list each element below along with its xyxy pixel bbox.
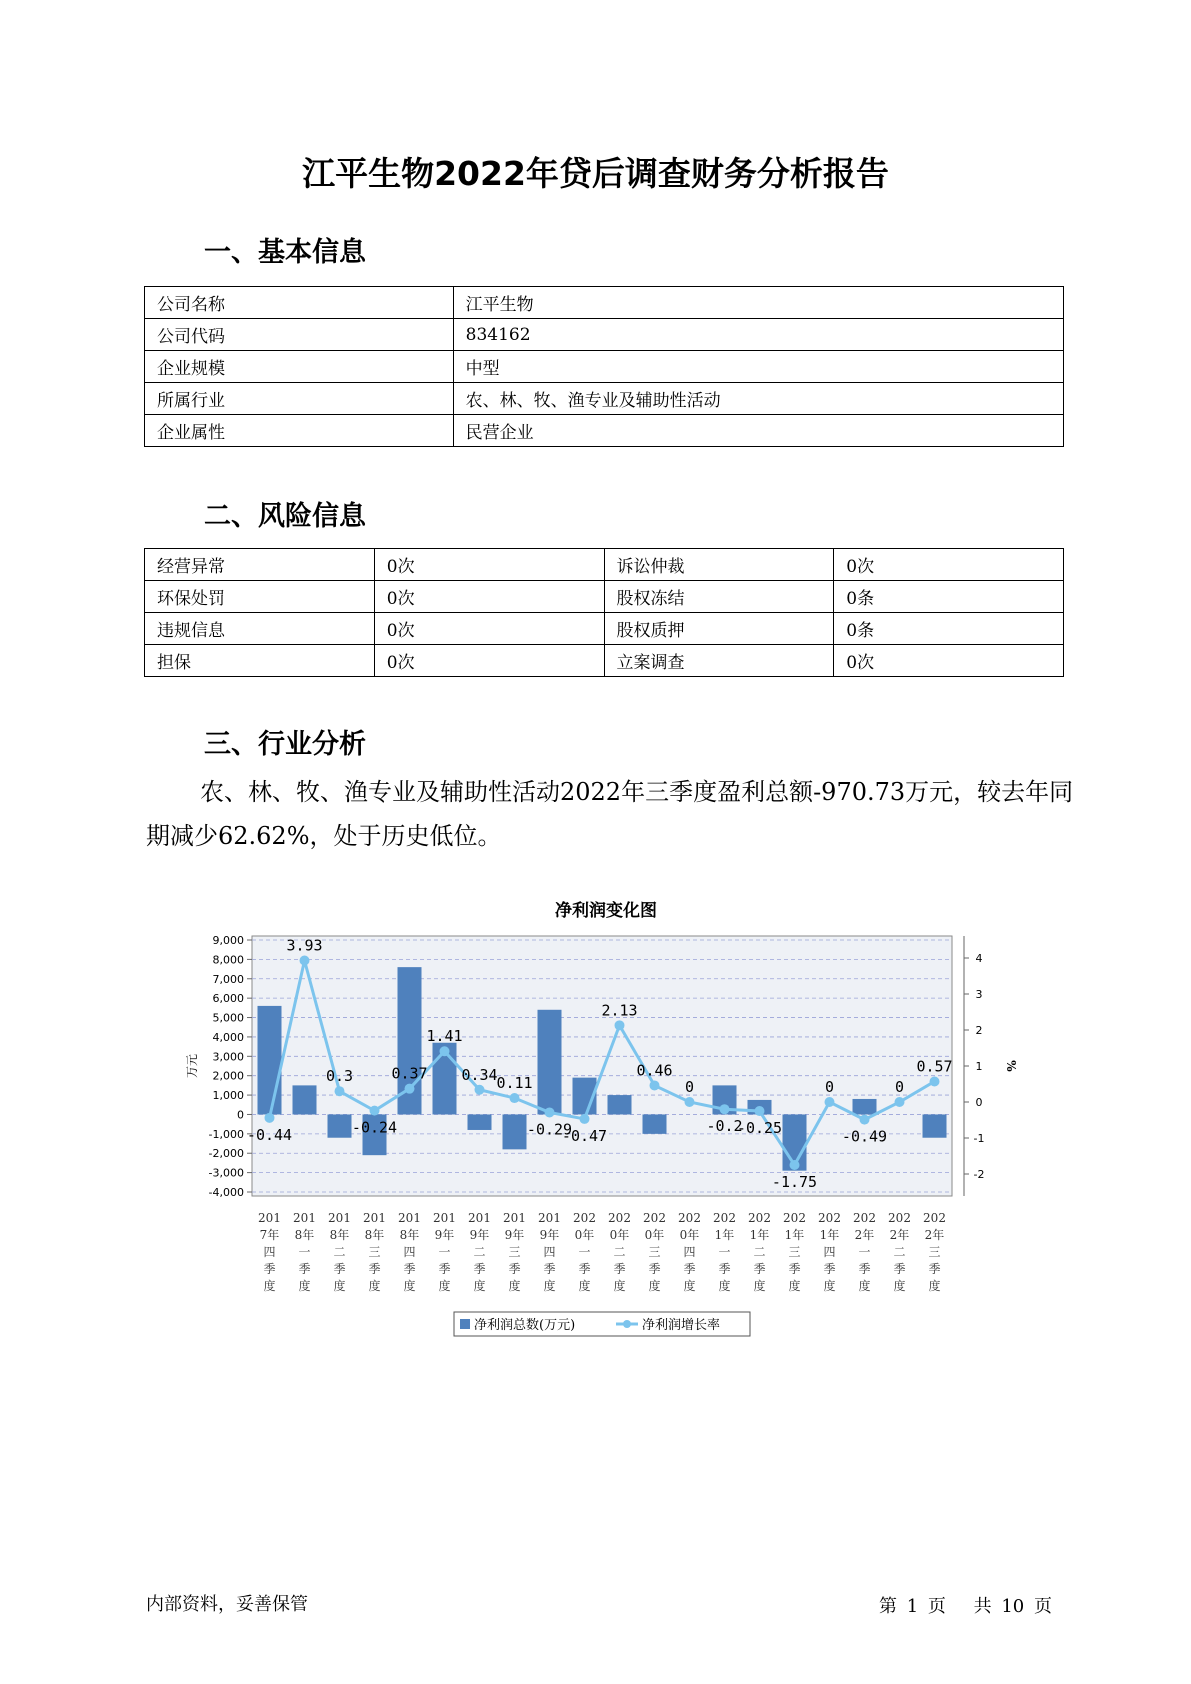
x-tick-label: 度 (613, 1279, 626, 1293)
x-tick-label: 201 (293, 1211, 316, 1225)
x-tick-label: 季 (473, 1262, 486, 1276)
risk-info-value: 0条 (834, 613, 1064, 645)
risk-info-row (145, 549, 1064, 581)
x-tick-label: 度 (823, 1279, 836, 1293)
growth-point (860, 1115, 870, 1125)
risk-info-value: 0次 (374, 645, 604, 677)
x-tick-label: 度 (753, 1279, 766, 1293)
x-tick-label: 度 (683, 1279, 696, 1293)
y2-tick-label: 1 (975, 1060, 983, 1073)
x-tick-label: 一 (298, 1245, 311, 1259)
data-label: 0.34 (461, 1065, 498, 1084)
x-tick-label: 202 (888, 1211, 911, 1225)
x-tick-label: 二 (893, 1245, 906, 1259)
risk-info-label: 股权质押 (604, 613, 834, 645)
y-tick-label: -2,000 (208, 1147, 244, 1161)
y-tick-label: 3,000 (212, 1050, 244, 1064)
y2-tick-label: 2 (975, 1024, 983, 1037)
risk-info-row (145, 613, 1064, 645)
growth-point (335, 1086, 345, 1096)
x-tick-label: 季 (368, 1262, 381, 1276)
page-prefix: 第 (878, 1596, 897, 1617)
x-tick-label: 季 (928, 1262, 941, 1276)
y-tick-label: -1,000 (208, 1127, 244, 1141)
x-tick-label: 度 (333, 1279, 346, 1293)
data-label: 0.3 (325, 1067, 354, 1086)
x-tick-label: 三 (648, 1245, 661, 1259)
plot-area (252, 936, 952, 1196)
growth-point (930, 1076, 940, 1086)
growth-point (545, 1107, 555, 1117)
growth-point (685, 1097, 695, 1107)
x-tick-label: 季 (648, 1262, 661, 1276)
x-tick-label: 季 (333, 1262, 346, 1276)
x-tick-label: 二 (753, 1245, 766, 1259)
bar (608, 1095, 632, 1114)
x-tick-label: 2年 (924, 1228, 945, 1242)
x-tick-label: 9年 (434, 1228, 455, 1242)
x-tick-label: 202 (783, 1211, 806, 1225)
growth-point (790, 1160, 800, 1170)
bar (328, 1114, 352, 1137)
x-tick-label: 一 (438, 1245, 451, 1259)
risk-info-label: 环保处罚 (145, 581, 375, 613)
x-tick-label: 201 (363, 1211, 386, 1225)
x-tick-label: 季 (788, 1262, 801, 1276)
bar (293, 1085, 317, 1114)
data-label: -0.24 (351, 1118, 398, 1137)
x-tick-label: 2年 (889, 1228, 910, 1242)
basic-info-value: 834162 (453, 319, 1063, 351)
x-tick-label: 季 (893, 1262, 906, 1276)
growth-point (300, 956, 310, 966)
x-tick-label: 度 (438, 1279, 451, 1293)
x-tick-label: 201 (468, 1211, 491, 1225)
page-unit: 页 (927, 1596, 946, 1617)
growth-point (650, 1080, 660, 1090)
x-tick-label: 201 (258, 1211, 281, 1225)
data-label: -1.75 (771, 1173, 818, 1191)
growth-point (720, 1104, 730, 1114)
x-tick-label: 三 (788, 1245, 801, 1259)
risk-info-value: 0次 (834, 549, 1064, 581)
x-tick-label: 四 (543, 1245, 556, 1259)
data-label: 0 (894, 1078, 905, 1096)
x-tick-label: 1年 (784, 1228, 805, 1242)
y-tick-label: 8,000 (212, 953, 244, 967)
x-tick-label: 二 (333, 1245, 346, 1259)
basic-info-row (145, 287, 1064, 319)
y2-tick-label: 4 (975, 952, 983, 965)
growth-point (510, 1093, 520, 1103)
risk-info-row (145, 645, 1064, 677)
x-tick-label: 202 (713, 1211, 736, 1225)
x-tick-label: 一 (858, 1245, 871, 1259)
x-tick-label: 季 (683, 1262, 696, 1276)
x-tick-label: 201 (433, 1211, 456, 1225)
data-label: 3.93 (286, 936, 323, 955)
growth-point (265, 1113, 275, 1123)
chart-title: 净利润变化图 (555, 901, 657, 921)
section-industry-heading: 三、行业分析 (204, 729, 366, 760)
x-tick-label: 8年 (294, 1228, 315, 1242)
x-tick-label: 202 (818, 1211, 841, 1225)
x-tick-label: 202 (573, 1211, 596, 1225)
x-tick-label: 季 (543, 1262, 556, 1276)
section-risk-heading: 二、风险信息 (204, 501, 366, 532)
y-tick-label: 1,000 (212, 1089, 244, 1103)
x-tick-label: 度 (578, 1279, 591, 1293)
x-tick-label: 9年 (504, 1228, 525, 1242)
basic-info-label: 所属行业 (145, 383, 454, 415)
x-tick-label: 7年 (259, 1228, 280, 1242)
y2-tick-label: -2 (973, 1168, 985, 1181)
x-tick-label: 201 (538, 1211, 561, 1225)
risk-info-value: 0次 (374, 549, 604, 581)
data-label: 0.11 (496, 1074, 533, 1093)
basic-info-row (145, 351, 1064, 383)
data-label: -0.29 (526, 1120, 573, 1139)
x-tick-label: 202 (923, 1211, 946, 1225)
page-number: 1 (906, 1596, 919, 1617)
bar (468, 1114, 492, 1130)
y-tick-label: 5,000 (212, 1011, 244, 1025)
risk-info-row (145, 581, 1064, 613)
growth-point (825, 1097, 835, 1107)
x-tick-label: 9年 (469, 1228, 490, 1242)
bar (258, 1006, 282, 1115)
report-title: 江平生物2022年贷后调查财务分析报告 (302, 154, 889, 193)
bar (923, 1114, 947, 1137)
total-pages: 10 (1001, 1596, 1025, 1617)
total-prefix: 共 (973, 1596, 992, 1617)
y-tick-label: -3,000 (208, 1166, 244, 1180)
basic-info-table (144, 286, 1064, 447)
basic-info-row (145, 415, 1064, 447)
x-tick-label: 度 (403, 1279, 416, 1293)
x-tick-label: 度 (543, 1279, 556, 1293)
x-tick-label: 1年 (819, 1228, 840, 1242)
data-label: -0.49 (841, 1127, 888, 1146)
x-tick-label: 202 (643, 1211, 666, 1225)
x-tick-label: 四 (823, 1245, 836, 1259)
data-label: 0.57 (916, 1057, 953, 1076)
x-tick-label: 1年 (749, 1228, 770, 1242)
x-tick-label: 0年 (609, 1228, 630, 1242)
risk-info-value: 0次 (834, 645, 1064, 677)
x-tick-label: 季 (858, 1262, 871, 1276)
data-label: 2.13 (601, 1001, 638, 1020)
x-tick-label: 二 (473, 1245, 486, 1259)
risk-info-label: 股权冻结 (604, 581, 834, 613)
x-tick-label: 季 (718, 1262, 731, 1276)
x-tick-label: 季 (508, 1262, 521, 1276)
x-tick-label: 2年 (854, 1228, 875, 1242)
net-profit-chart (144, 880, 1044, 1360)
basic-info-value: 农、林、牧、渔专业及辅助性活动 (453, 383, 1063, 415)
x-tick-label: 三 (368, 1245, 381, 1259)
bar (853, 1099, 877, 1115)
risk-info-table (144, 548, 1064, 677)
basic-info-row (145, 319, 1064, 351)
section-basic-heading: 一、基本信息 (204, 237, 366, 268)
x-tick-label: 三 (508, 1245, 521, 1259)
x-tick-label: 二 (613, 1245, 626, 1259)
growth-point (580, 1114, 590, 1124)
x-tick-label: 8年 (399, 1228, 420, 1242)
x-tick-label: 季 (263, 1262, 276, 1276)
x-tick-label: 度 (718, 1279, 731, 1293)
x-tick-label: 0年 (644, 1228, 665, 1242)
x-tick-label: 202 (608, 1211, 631, 1225)
legend-bar-label: 净利润总数(万元) (474, 1318, 576, 1333)
risk-info-value: 0次 (374, 581, 604, 613)
legend-line-label: 净利润增长率 (642, 1318, 721, 1333)
x-tick-label: 季 (613, 1262, 626, 1276)
data-label: 0.37 (391, 1064, 428, 1083)
x-tick-label: 三 (928, 1245, 941, 1259)
risk-info-label: 担保 (145, 645, 375, 677)
x-tick-label: 度 (368, 1279, 381, 1293)
legend-bar-swatch (460, 1319, 470, 1329)
x-tick-label: 202 (748, 1211, 771, 1225)
x-tick-label: 201 (328, 1211, 351, 1225)
bar (538, 1010, 562, 1115)
total-unit: 页 (1034, 1596, 1052, 1617)
growth-point (475, 1085, 485, 1095)
data-label: 0.46 (636, 1061, 673, 1080)
x-tick-label: 0年 (574, 1228, 595, 1242)
bar (503, 1114, 527, 1149)
basic-info-row (145, 383, 1064, 415)
x-tick-label: 季 (438, 1262, 451, 1276)
y2-axis-label: % (1004, 1060, 1018, 1072)
industry-analysis-text: 农、林、牧、渔专业及辅助性活动2022年三季度盈利总额-970.73万元，较去年同期减少62.62%，处于历史低位。 (146, 778, 1074, 850)
basic-info-label: 公司代码 (145, 319, 454, 351)
x-tick-label: 季 (298, 1262, 311, 1276)
y-tick-label: 0 (237, 1108, 244, 1122)
x-tick-label: 1年 (714, 1228, 735, 1242)
risk-info-value: 0次 (374, 613, 604, 645)
x-tick-label: 四 (683, 1245, 696, 1259)
x-tick-label: 度 (928, 1279, 941, 1293)
x-tick-label: 四 (263, 1245, 276, 1259)
legend-line-marker (623, 1320, 631, 1328)
data-label: 0 (824, 1078, 835, 1096)
x-tick-label: 度 (263, 1279, 276, 1293)
x-tick-label: 季 (578, 1262, 591, 1276)
x-tick-label: 0年 (679, 1228, 700, 1242)
y-tick-label: 2,000 (212, 1069, 244, 1083)
data-label: 1.41 (426, 1027, 463, 1046)
data-label: -0.25 (736, 1119, 783, 1137)
growth-point (405, 1084, 415, 1094)
x-tick-label: 201 (503, 1211, 526, 1225)
x-tick-label: 8年 (329, 1228, 350, 1242)
basic-info-value: 民营企业 (453, 415, 1063, 447)
basic-info-value: 中型 (453, 351, 1063, 383)
y-axis-label: 万元 (185, 1053, 199, 1079)
y2-tick-label: -1 (973, 1132, 985, 1145)
x-tick-label: 度 (858, 1279, 871, 1293)
basic-info-label: 公司名称 (145, 287, 454, 319)
basic-info-value: 江平生物 (453, 287, 1063, 319)
footer-note: 内部资料，妥善保管 (146, 1594, 308, 1615)
x-tick-label: 四 (403, 1245, 416, 1259)
x-tick-label: 一 (578, 1245, 591, 1259)
data-label: 0 (684, 1078, 695, 1096)
growth-point (755, 1106, 765, 1116)
x-tick-label: 9年 (539, 1228, 560, 1242)
x-tick-label: 度 (788, 1279, 801, 1293)
x-tick-label: 度 (508, 1279, 521, 1293)
x-tick-label: 季 (403, 1262, 416, 1276)
x-tick-label: 季 (823, 1262, 836, 1276)
x-tick-label: 202 (678, 1211, 701, 1225)
y-tick-label: 7,000 (212, 972, 244, 986)
data-label: -0.47 (561, 1126, 608, 1145)
x-tick-label: 度 (298, 1279, 311, 1293)
growth-point (615, 1020, 625, 1030)
risk-info-label: 立案调查 (604, 645, 834, 677)
page-indicator (875, 1592, 1052, 1618)
x-tick-label: 度 (473, 1279, 486, 1293)
risk-info-label: 违规信息 (145, 613, 375, 645)
data-label: -0.44 (246, 1125, 293, 1144)
x-tick-label: 202 (853, 1211, 876, 1225)
risk-info-label: 诉讼仲裁 (604, 549, 834, 581)
x-tick-label: 一 (718, 1245, 731, 1259)
y-tick-label: -4,000 (208, 1186, 244, 1199)
bar (643, 1114, 667, 1133)
y-tick-label: 9,000 (212, 934, 244, 947)
x-tick-label: 度 (893, 1279, 906, 1293)
x-tick-label: 201 (398, 1211, 421, 1225)
x-tick-label: 季 (753, 1262, 766, 1276)
growth-point (895, 1097, 905, 1107)
basic-info-label: 企业规模 (145, 351, 454, 383)
y-tick-label: 6,000 (212, 992, 244, 1006)
y-tick-label: 4,000 (212, 1030, 244, 1044)
risk-info-label: 经营异常 (145, 549, 375, 581)
x-tick-label: 8年 (364, 1228, 385, 1242)
y2-tick-label: 3 (975, 988, 983, 1001)
basic-info-label: 企业属性 (145, 415, 454, 447)
risk-info-value: 0条 (834, 581, 1064, 613)
y2-tick-label: 0 (975, 1096, 983, 1109)
data-label: -0.2 (706, 1117, 743, 1136)
growth-point (370, 1106, 380, 1116)
x-tick-label: 度 (648, 1279, 661, 1293)
growth-point (440, 1046, 450, 1056)
